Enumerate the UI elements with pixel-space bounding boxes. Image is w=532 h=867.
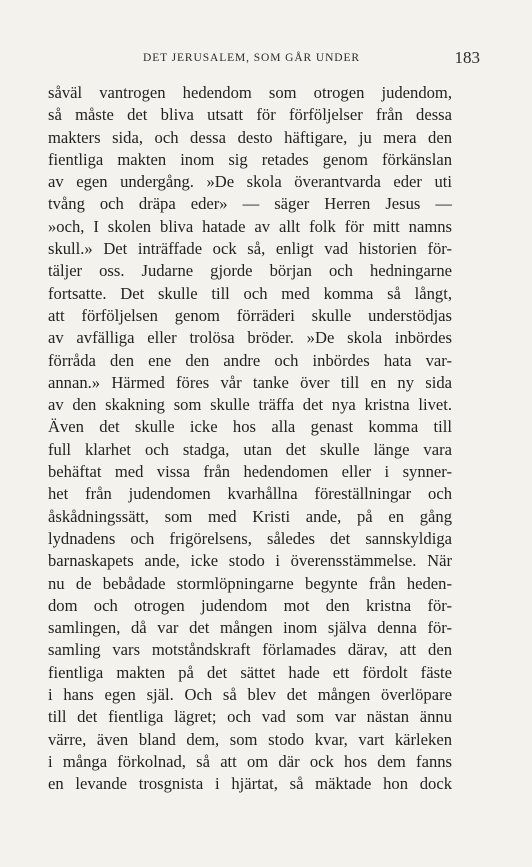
text-line: förråda den ene den andre och inbördes hata var- (48, 350, 452, 370)
text-line: skull.» Det inträffade ock så, enligt vad historien för- (48, 239, 452, 259)
text-line: täljer oss. Judarne gjorde början och hedningarne (48, 261, 452, 281)
text-line: fortsatte. Det skulle till och med komma så långt, (48, 283, 452, 303)
text-line: Även det skulle icke hos alla genast komma till (48, 417, 452, 437)
text-line: att förföljelsen genom förräderi skulle understödjas (48, 305, 452, 325)
text-line: samlingen, då var det mången inom själva denna för- (48, 618, 452, 638)
text-line: i hans egen själ. Och så blev det mången överlöpare (48, 685, 452, 705)
text-line: »och, I skolen bliva hatade av allt folk för mitt namns (48, 216, 452, 236)
text-line: dom och otrogen judendom mot den kristna för- (48, 595, 452, 615)
text-line: tvång och dräpa eder» — säger Herren Jesus — (48, 194, 452, 214)
page-number: 183 (454, 48, 480, 67)
text-line: fientliga makten på det sättet hade ett fördolt fäste (48, 662, 452, 682)
text-line: annan.» Härmed föres vår tanke över till en ny sida (48, 372, 452, 392)
text-line: fientliga makten inom sig retades genom förkänslan (48, 149, 452, 169)
text-line: av egen undergång. »De skola överantvarda eder uti (48, 172, 452, 192)
text-line: makters sida, och dessa desto häftigare, ju mera den (48, 127, 452, 147)
text-line: full klarhet och stadga, utan det skulle länge vara (48, 439, 452, 459)
text-line: samling vars motståndskraft förlamades därav, att den (48, 640, 452, 660)
text-line: barnaskapets ande, icke stodo i överensstämmelse. När (48, 551, 452, 571)
text-line: lydnadens och frigörelsens, således det sannskyldiga (48, 528, 452, 548)
text-line: i många förkolnad, så att om där ock hos dem fanns (48, 751, 452, 771)
text-line: en levande trosgnista i hjärtat, så mäktade hon dock (48, 774, 452, 794)
text-line: åskådningssätt, som med Kristi ande, på en gång (48, 506, 452, 526)
text-line: behäftat med vissa från hedendomen eller i synner- (48, 462, 452, 482)
running-title: DET JERUSALEM, SOM GÅR UNDER (143, 52, 360, 64)
text-line: till det fientliga lägret; och vad som var nästan ännu (48, 707, 452, 727)
text-line: så måste det bliva utsatt för förföljelser från dessa (48, 105, 452, 125)
text-line: av avfälliga eller trolösa bröder. »De skola inbördes (48, 328, 452, 348)
body-text (48, 82, 452, 796)
text-line: av den skakning som skulle träffa det nya kristna livet. (48, 395, 452, 415)
text-line: värre, även bland dem, som stodo kvar, vart kärleken (48, 729, 452, 749)
text-line: nu de bebådade stormlöpningarne begynte från heden- (48, 573, 452, 593)
text-line: het från judendomen kvarhållna föreställningar och (48, 484, 452, 504)
running-head (48, 48, 480, 70)
text-line: såväl vantrogen hedendom som otrogen judendom, (48, 83, 452, 102)
